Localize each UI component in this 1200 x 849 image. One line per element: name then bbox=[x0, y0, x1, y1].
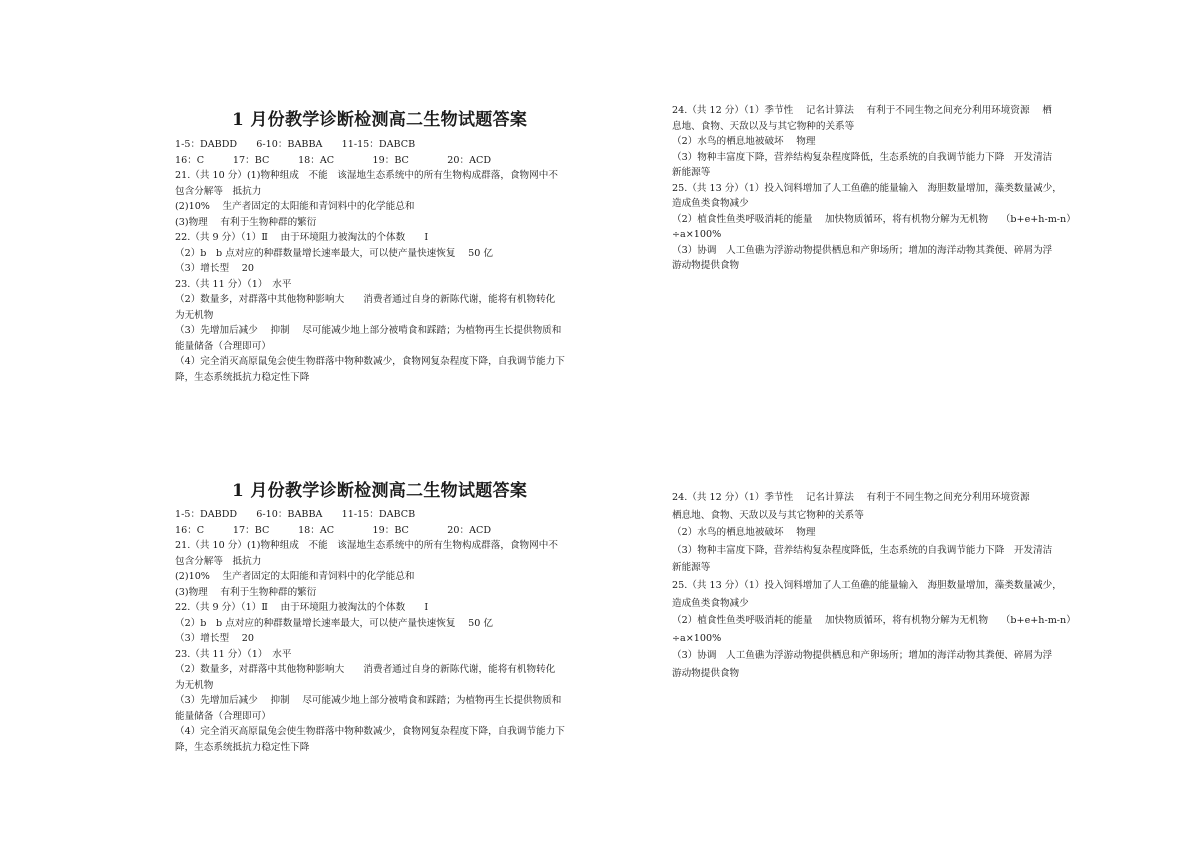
top-left-line-2: 16：C 17：BC 18：AC 19：BC 20：ACD bbox=[175, 154, 492, 166]
top-left-line-13: （3）先增加后减少 抑制 尽可能减少地上部分被啃食和踩踏；为植物再生长提供物质和 bbox=[175, 325, 562, 336]
top-right-line-1: 24.（共 12 分）（1）季节性 记名计算法 有利于不同生物之间充分利用环境资源 栖 bbox=[672, 105, 1052, 116]
bottom-left-line-14: 能量储备（合理即可） bbox=[175, 710, 271, 722]
bottom-right-line-1: 24.（共 12 分）（1）季节性 记名计算法 有利于不同生物之间充分利用环境资源 bbox=[672, 492, 1030, 503]
top-left-line-9: （3）增长型 20 bbox=[175, 263, 254, 274]
bottom-left-line-2: 16：C 17：BC 18：AC 19：BC 20：ACD bbox=[175, 524, 492, 536]
bottom-left-line-11: （2）数量多，对群落中其他物种影响大 消费者通过自身的新陈代谢，能将有机物转化 bbox=[175, 664, 556, 675]
top-right-line-7: 造成鱼类食物减少 bbox=[672, 198, 749, 209]
top-left-line-10: 23.（共 11 分）（1） 水平 bbox=[175, 278, 292, 290]
top-left-line-14: 能量储备（合理即可） bbox=[175, 340, 271, 352]
bottom-right-line-7: 造成鱼类食物减少 bbox=[672, 597, 749, 609]
top-right-line-10: （3）协调 人工鱼礁为浮游动物提供栖息和产卵场所；增加的海洋动物其粪便、碎屑为浮 bbox=[672, 244, 1053, 256]
top-left-line-15: （4）完全消灭高原鼠兔会使生物群落中物种数减少，食物网复杂程度下降，自我调节能力下 bbox=[175, 356, 565, 367]
bottom-left-answers bbox=[175, 507, 605, 755]
bottom-right-line-6: 25.（共 13 分）（1）投入饲料增加了人工鱼礁的能量输入 海胆数量增加，藻类数量减少， bbox=[672, 579, 1062, 591]
top-right-line-3: （2）水鸟的栖息地被破坏 物理 bbox=[672, 136, 816, 147]
top-right-line-2: 息地、食物、天敌以及与其它物种的关系等 bbox=[672, 120, 855, 132]
bottom-left-line-1: 1-5：DABDD 6-10：BABBA 11-15：DABCB bbox=[175, 509, 416, 520]
bottom-right-answers bbox=[672, 489, 1112, 683]
bottom-left-line-8: （2）b b 点对应的种群数量增长速率最大，可以使产量快速恢复 50 亿 bbox=[175, 617, 493, 629]
bottom-left-line-3: 21.（共 10 分）(1)物种组成 不能 该湿地生态系统中的所有生物构成群落，食物网中不 bbox=[175, 540, 558, 551]
bottom-left-line-15: （4）完全消灭高原鼠兔会使生物群落中物种数减少，食物网复杂程度下降，自我调节能力下 bbox=[175, 726, 565, 737]
top-right-line-11: 游动物提供食物 bbox=[672, 260, 740, 271]
bottom-left-line-10: 23.（共 11 分）（1） 水平 bbox=[175, 648, 292, 660]
top-left-line-4: 包含分解等 抵抗力 bbox=[175, 185, 262, 197]
top-page-title: 1 月份教学诊断检测高二生物试题答案 bbox=[232, 110, 528, 130]
top-left-line-3: 21.（共 10 分）(1)物种组成 不能 该湿地生态系统中的所有生物构成群落，食物网中不 bbox=[175, 170, 558, 181]
top-left-line-1: 1-5：DABDD 6-10：BABBA 11-15：DABCB bbox=[175, 139, 416, 150]
bottom-right-line-2: 栖息地、食物、天敌以及与其它物种的关系等 bbox=[672, 509, 864, 521]
top-left-line-16: 降，生态系统抵抗力稳定性下降 bbox=[175, 371, 310, 383]
bottom-page-title: 1 月份教学诊断检测高二生物试题答案 bbox=[232, 481, 528, 501]
top-left-line-5: (2)10% 生产者固定的太阳能和青饲料中的化学能总和 bbox=[175, 201, 415, 212]
bottom-left-line-9: （3）增长型 20 bbox=[175, 633, 254, 644]
top-right-answers bbox=[672, 103, 1112, 274]
bottom-left-line-16: 降，生态系统抵抗力稳定性下降 bbox=[175, 741, 310, 753]
top-left-line-8: （2）b b 点对应的种群数量增长速率最大，可以使产量快速恢复 50 亿 bbox=[175, 247, 493, 259]
top-left-answers bbox=[175, 137, 605, 385]
bottom-right-line-8: （2）植食性鱼类呼吸消耗的能量 加快物质循环，将有机物分解为无机物 （b+e+h-m-n） bbox=[672, 615, 1076, 627]
bottom-left-line-4: 包含分解等 抵抗力 bbox=[175, 555, 262, 567]
bottom-right-line-11: 游动物提供食物 bbox=[672, 667, 740, 679]
top-right-line-9: ÷a×100% bbox=[672, 229, 722, 240]
top-left-line-12: 为无机物 bbox=[175, 309, 214, 321]
top-left-line-6: (3)物理 有利于生物种群的繁衍 bbox=[175, 216, 317, 228]
top-right-line-5: 新能源等 bbox=[672, 167, 711, 178]
bottom-left-line-6: (3)物理 有利于生物种群的繁衍 bbox=[175, 586, 317, 598]
bottom-left-line-7: 22.（共 9 分）（1）Ⅱ 由于环境阻力被淘汰的个体数 Ⅰ bbox=[175, 602, 429, 613]
bottom-right-line-3: （2）水鸟的栖息地被破坏 物理 bbox=[672, 527, 816, 539]
top-left-line-11: （2）数量多，对群落中其他物种影响大 消费者通过自身的新陈代谢，能将有机物转化 bbox=[175, 294, 556, 305]
top-left-line-7: 22.（共 9 分）（1）Ⅱ 由于环境阻力被淘汰的个体数 Ⅰ bbox=[175, 232, 429, 243]
bottom-right-line-4: （3）物种丰富度下降，营养结构复杂程度降低，生态系统的自我调节能力下降 开发清洁 bbox=[672, 544, 1053, 556]
bottom-right-line-10: （3）协调 人工鱼礁为浮游动物提供栖息和产卵场所；增加的海洋动物其粪便、碎屑为浮 bbox=[672, 650, 1053, 662]
bottom-right-line-9: ÷a×100% bbox=[672, 632, 722, 644]
top-right-line-6: 25.（共 13 分）（1）投入饲料增加了人工鱼礁的能量输入 海胆数量增加，藻类数量减少， bbox=[672, 182, 1062, 194]
bottom-left-line-12: 为无机物 bbox=[175, 679, 214, 691]
bottom-left-line-13: （3）先增加后减少 抑制 尽可能减少地上部分被啃食和踩踏；为植物再生长提供物质和 bbox=[175, 695, 562, 706]
bottom-left-line-5: (2)10% 生产者固定的太阳能和青饲料中的化学能总和 bbox=[175, 571, 415, 582]
top-right-line-4: （3）物种丰富度下降，营养结构复杂程度降低，生态系统的自我调节能力下降 开发清洁 bbox=[672, 151, 1053, 163]
bottom-right-line-5: 新能源等 bbox=[672, 562, 711, 574]
top-right-line-8: （2）植食性鱼类呼吸消耗的能量 加快物质循环，将有机物分解为无机物 （b+e+h-m-n） bbox=[672, 213, 1076, 225]
